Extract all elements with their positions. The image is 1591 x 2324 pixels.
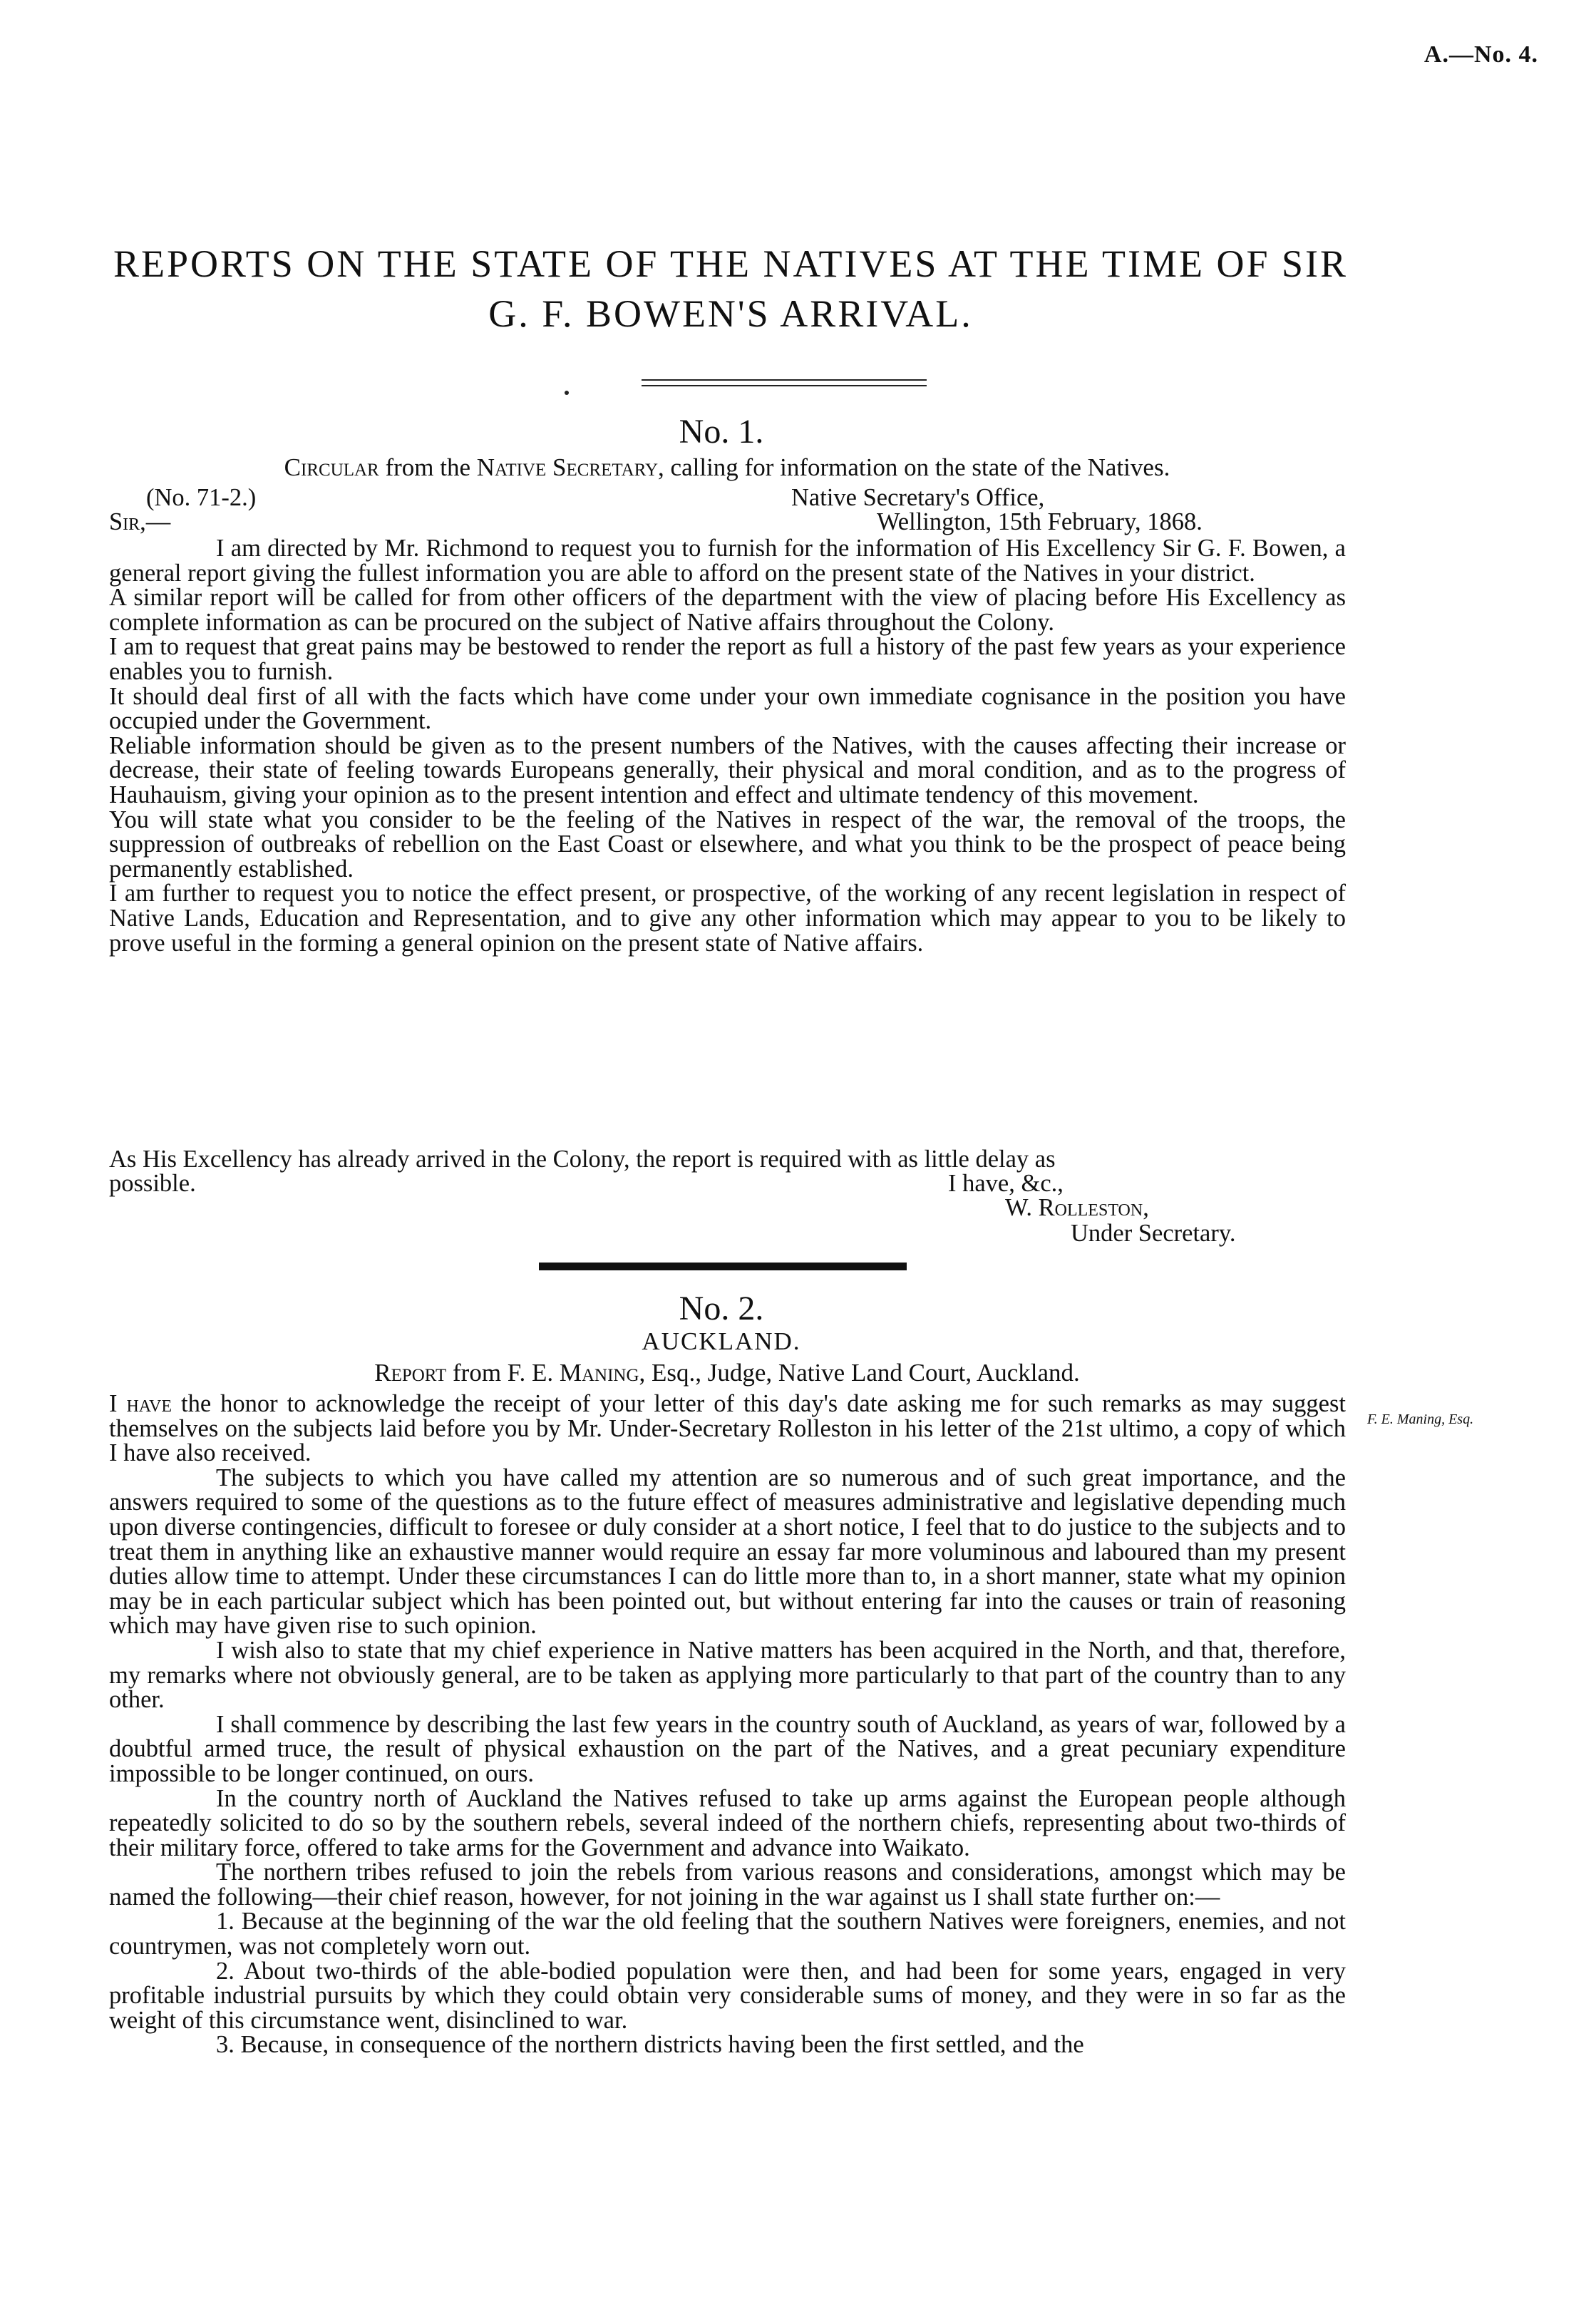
page-title: REPORTS ON THE STATE OF THE NATIVES AT THE TIME OF SIR G. F. BOWEN'S ARRIVAL. — [113, 242, 1349, 335]
doc2-first-paragraph-lead: I have — [109, 1390, 173, 1417]
doc1-salutation: Sir,— — [109, 508, 171, 535]
doc1-heading-word: Circular — [284, 453, 379, 481]
doc2-place: AUCKLAND. — [642, 1327, 801, 1355]
doc1-paragraph: I am further to request you to notice the effect present, or prospective, of the working of any recent legislation in respect of Native Lands, Education and Representation, and to give any other information which may appear to you to be likely to prove useful in the forming a general opinion on the present state of Native affairs. — [109, 880, 1346, 957]
doc2-paragraph: The northern tribes refused to join the rebels from various reasons and considerations, amongst which may be named the following—their chief reason, however, for not joining in the war against us I shall state further on:— — [109, 1858, 1346, 1911]
doc2-paragraph: The subjects to which you have called my attention are so numerous and of such great importance, and the answers required to some of the questions as to the future effect of measures administrative and legislative depending much upon diverse contingencies, difficult to foresee or duly consider at a short notice, I feel that to do justice to the subjects and to treat them in anything like an exhaustive manner would require an essay far more voluminous and laboured than my present duties allow time to attempt. Under these circumstances I can do little more than to, in a short manner, state what my opinion may be in each particular subject which has been pointed out, but without entering far into the causes or train of reasoning which may have given rise to such opinion. — [109, 1464, 1346, 1640]
doc1-office: Native Secretary's Office, — [791, 484, 1045, 511]
doc1-paragraph: A similar report will be called for from other officers of the department with the view of placing before His Excellency as complete information as can be procured on the subject of Native affairs throughout the Colony. — [109, 584, 1346, 636]
doc2-list-item: 1. Because at the beginning of the war the old feeling that the southern Natives were foreigners, enemies, and not countrymen, was not completely worn out. — [109, 1908, 1346, 1960]
doc1-heading-from: from the — [385, 453, 471, 481]
doc1-signatory-title: Under Secretary. — [1071, 1220, 1236, 1247]
doc1-signatory: W. Rolleston, — [1005, 1194, 1149, 1221]
doc1-paragraph: You will state what you consider to be the feeling of the Natives in respect of the war, the removal of the troops, the suppression of outbreaks of rebellion on the East Coast or elsewhere, and what you think to be the prospect of peace being permanently established. — [109, 806, 1346, 883]
doc2-number: No. 2. — [679, 1290, 764, 1327]
doc1-heading-office: Native Secretary — [476, 453, 659, 481]
doc1-paragraph: I am to request that great pains may be bestowed to render the report as full a history of the past few years as your experience enables you to furnish. — [109, 633, 1346, 685]
doc2-list-item: 3. Because, in consequence of the northern districts having been the first settled, and the — [216, 2031, 1084, 2059]
doc2-paragraph: I wish also to state that my chief experience in Native matters has been acquired in the North, and that, therefore, my remarks where not obviously general, are to be taken as applying more particularly to that part of the country than to any other. — [109, 1636, 1346, 1714]
doc2-first-paragraph-text: the honor to acknowledge the receipt of your letter of this day's date asking me for such remarks as may suggest themselves on the subjects laid before you by Mr. Under-Secretary Rolleston in his letter of the 21st ultimo, a copy of which I have also received. — [109, 1390, 1347, 1467]
page-identifier: A.—No. 4. — [1423, 41, 1538, 68]
doc2-heading-word: Report — [374, 1359, 447, 1387]
doc1-reference: (No. 71-2.) — [146, 484, 257, 511]
doc2-heading — [107, 1359, 1347, 1387]
doc1-heading — [107, 453, 1347, 482]
doc2-heading-name: Maning — [559, 1359, 639, 1387]
doc1-paragraph: I am directed by Mr. Richmond to request you to furnish for the information of His Excellency Sir G. F. Bowen, a general report giving the fullest information you are able to afford on the present state of the Natives in your district. — [109, 535, 1346, 587]
ornament-dot — [565, 391, 569, 395]
marginal-note: F. E. Maning, Esq. — [1367, 1412, 1474, 1427]
doc1-last-line-2: possible. — [109, 1170, 196, 1197]
doc2-paragraph: I shall commence by describing the last few years in the country south of Auckland, as years of war, followed by a doubtful armed truce, the result of physical exhaustion on the part of the Natives, and a great pecuniary expenditure impossible to be longer continued, on ours. — [109, 1710, 1346, 1787]
doc1-closing: I have, &c., — [948, 1170, 1064, 1197]
doc2-paragraph: In the country north of Auckland the Natives refused to take up arms against the European people although repeatedly solicited to do so by the southern rebels, several indeed of the northern chiefs, representing about two-thirds of their military force, offered to take arms for the Government and advance into Waikato. — [109, 1784, 1346, 1861]
doc2-first-paragraph — [109, 1392, 1346, 1466]
doc1-heading-rest: , calling for information on the state of the Natives. — [658, 453, 1170, 481]
doc1-paragraph: Reliable information should be given as to the present numbers of the Natives, with the causes affecting their increase or decrease, their state of feeling towards Europeans generally, their physical and moral condition, and as to the progress of Hauhauism, giving your opinion as to the present intention and effect and ultimate tendency of this movement. — [109, 731, 1346, 808]
doc1-number: No. 1. — [679, 413, 764, 451]
doc2-list-item: 2. About two-thirds of the able-bodied population were then, and had been for some years, engaged in very profitable industrial pursuits by which they could obtain very considerable sums of money, and they were in so far as the weight of this circumstance went, disinclined to war. — [109, 1957, 1346, 2034]
doc1-paragraph: It should deal first of all with the facts which have come under your own immediate cognisance in the position you have occupied under the Government. — [109, 682, 1346, 735]
doc2-heading-from: from F. E. — [453, 1359, 554, 1387]
title-double-rule — [642, 379, 927, 386]
doc2-heading-rest: , Esq., Judge, Native Land Court, Auckland. — [639, 1359, 1080, 1387]
doc1-last-line-1: As His Excellency has already arrived in the Colony, the report is required with as little delay as — [109, 1146, 1056, 1173]
doc1-date: Wellington, 15th February, 1868. — [877, 508, 1203, 535]
doc1-body — [109, 536, 1346, 955]
section-separator-rule — [539, 1263, 907, 1270]
doc2-body — [109, 1392, 1346, 2057]
